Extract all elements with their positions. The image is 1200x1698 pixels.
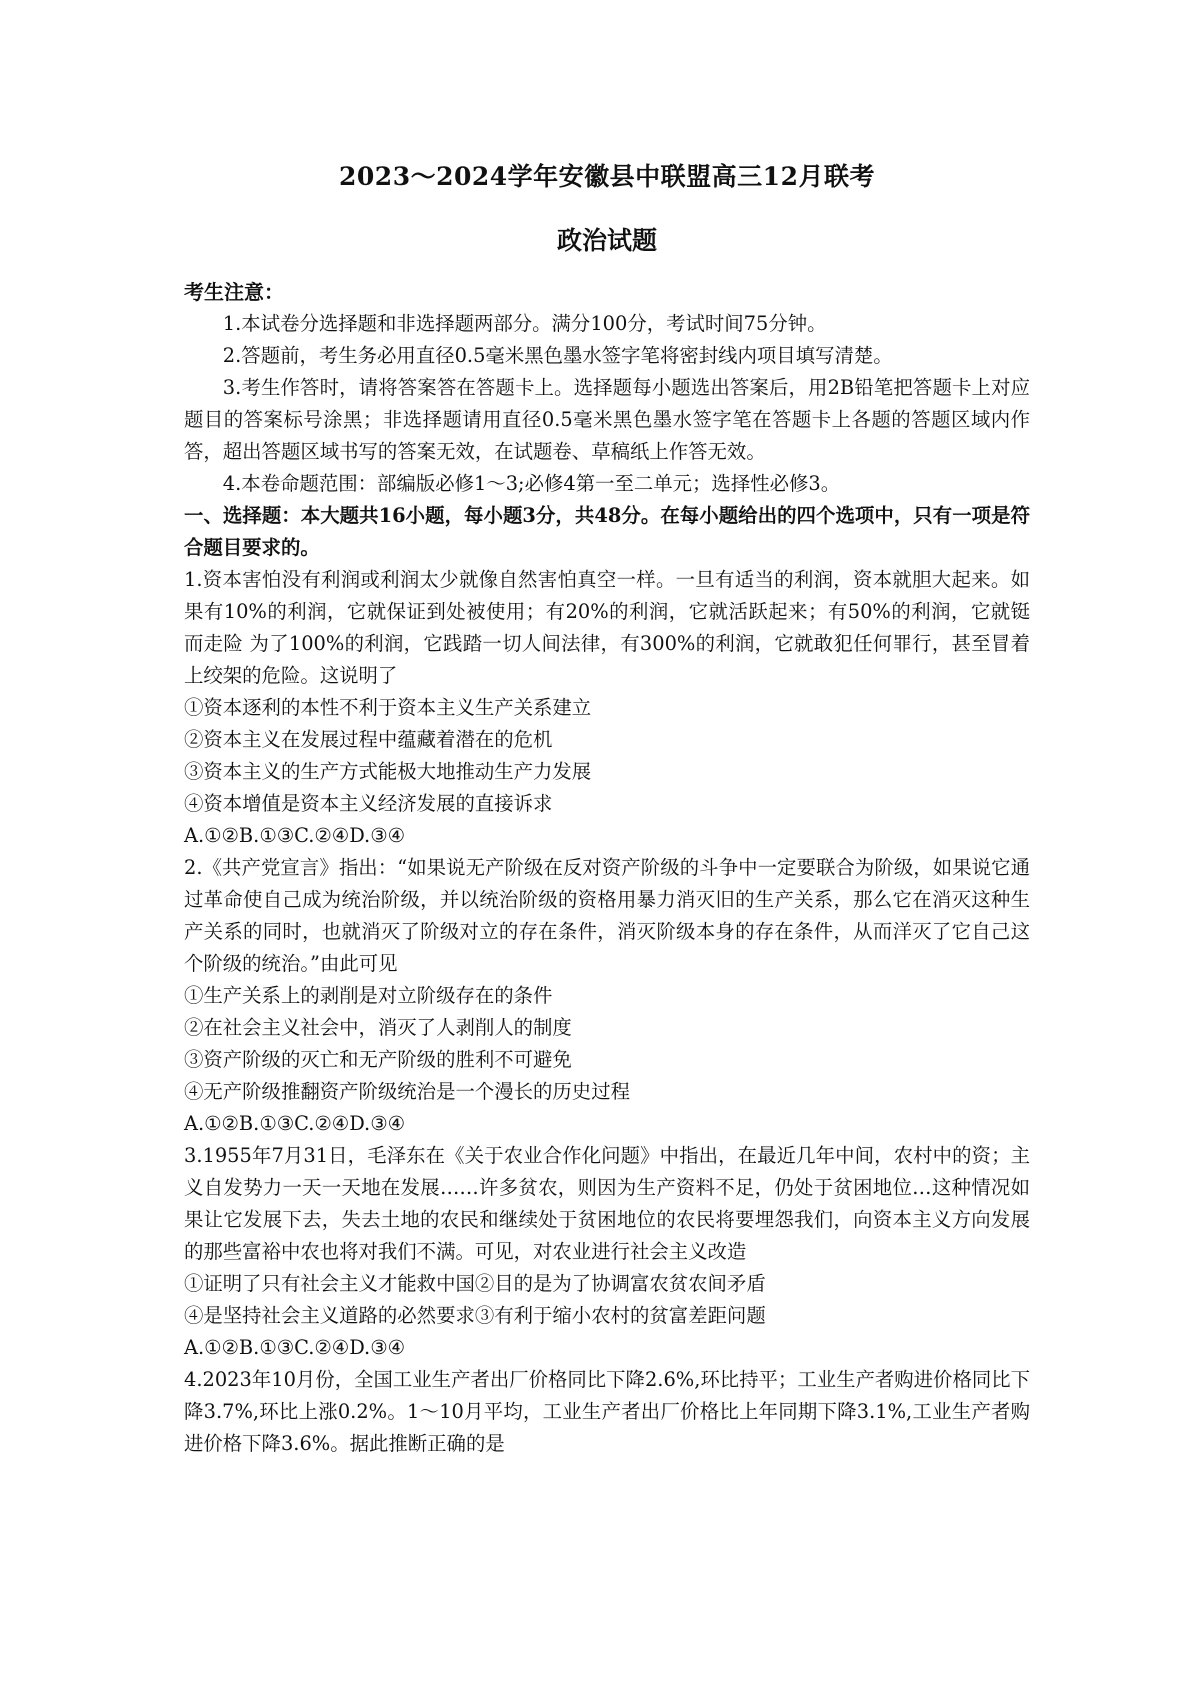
- question-2-option-1: ①生产关系上的剥削是对立阶级存在的条件: [184, 984, 553, 1007]
- exam-subtitle: 政治试题: [556, 226, 657, 255]
- question-3-option-line-2: ④是坚持社会主义道路的必然要求③有利于缩小农村的贫富差距问题: [184, 1304, 766, 1327]
- notice-item-2: 2.答题前，考生务必用直径0.5毫米黑色墨水签字笔将密封线内项目填写清楚。: [222, 344, 893, 367]
- question-1-option-2: ②资本主义在发展过程中蕴藏着潜在的危机: [184, 728, 553, 751]
- question-3-answers: A.①②B.①③C.②④D.③④: [184, 1336, 405, 1359]
- section-heading: 一、选择题：本大题共16小题，每小题3分，共48分。在每小题给出的四个选项中，只有一项是符合题目要求的。: [184, 504, 1030, 559]
- question-4-stem: 4.2023年10月份，全国工业生产者出厂价格同比下降2.6%,环比持平；工业生产者购进价格同比下降3.7%,环比上涨0.2%。1～10月平均，工业生产者出厂价格比上年同期下降3.1%,工业生产者购进价格下降3.6%。据此推断正确的是: [184, 1368, 1031, 1455]
- question-3-stem: 3.1955年7月31日，毛泽东在《关于农业合作化问题》中指出，在最近几年中间，农村中的资；主义自发势力一天一天地在发展……许多贫农，则因为生产资料不足，仍处于贫困地位…这种情况如果让它发展下去，失去土地的农民和继续处于贫困地位的农民将要埋怨我们，向资本主义方向发展的那些富裕中农也将对我们不满。可见，对农业进行社会主义改造: [184, 1144, 1030, 1263]
- question-1-option-1: ①资本逐利的本性不利于资本主义生产关系建立: [184, 696, 592, 719]
- exam-title: 2023～2024学年安徽县中联盟高三12月联考: [339, 162, 875, 191]
- notice-item-4: 4.本卷命题范围：部编版必修1～3;必修4第一至二单元；选择性必修3。: [222, 472, 841, 495]
- question-2-stem: 2.《共产党宣言》指出：“如果说无产阶级在反对资产阶级的斗争中一定要联合为阶级，如果说它通过革命使自己成为统治阶级，并以统治阶级的资格用暴力消灭旧的生产关系，那么它在消灭这种生产关系的同时，也就消灭了阶级对立的存在条件，消灭阶级本身的存在条件，从而洋灭了它自己这个阶级的统治。”由此可见: [184, 856, 1030, 975]
- notice-item-3: 3.考生作答时，请将答案答在答题卡上。选择题每小题选出答案后，用2B铅笔把答题卡上对应题目的答案标号涂黑；非选择题请用直径0.5毫米黑色墨水签字笔在答题卡上各题的答题区域内作答，超出答题区域书写的答案无效，在试题卷、草稿纸上作答无效。: [184, 376, 1030, 463]
- question-3-option-line-1: ①证明了只有社会主义才能救中国②目的是为了协调富农贫农间矛盾: [184, 1272, 766, 1295]
- notice-heading: 考生注意：: [184, 280, 284, 304]
- question-1-stem: 1.资本害怕没有利润或利润太少就像自然害怕真空一样。一旦有适当的利润，资本就胆大起来。如果有10%的利润，它就保证到处被使用；有20%的利润，它就活跃起来；有50%的利润，它就铤而走险 为了100%的利润，它践踏一切人间法律，有300%的利润，它就敢犯任何罪行，甚至冒着上绞架的危险。这说明了: [184, 568, 1030, 687]
- question-1-option-3: ③资本主义的生产方式能极大地推动生产力发展: [184, 760, 592, 783]
- question-2-answers: A.①②B.①③C.②④D.③④: [184, 1112, 405, 1135]
- question-2-option-3: ③资产阶级的灭亡和无产阶级的胜利不可避免: [184, 1048, 572, 1071]
- question-2-option-4: ④无产阶级推翻资产阶级统治是一个漫长的历史过程: [184, 1080, 630, 1103]
- question-1-answers: A.①②B.①③C.②④D.③④: [184, 824, 405, 847]
- notice-item-1: 1.本试卷分选择题和非选择题两部分。满分100分，考试时间75分钟。: [222, 312, 827, 335]
- question-1-option-4: ④资本增值是资本主义经济发展的直接诉求: [184, 792, 553, 815]
- question-2-option-2: ②在社会主义社会中，消灭了人剥削人的制度: [184, 1016, 572, 1039]
